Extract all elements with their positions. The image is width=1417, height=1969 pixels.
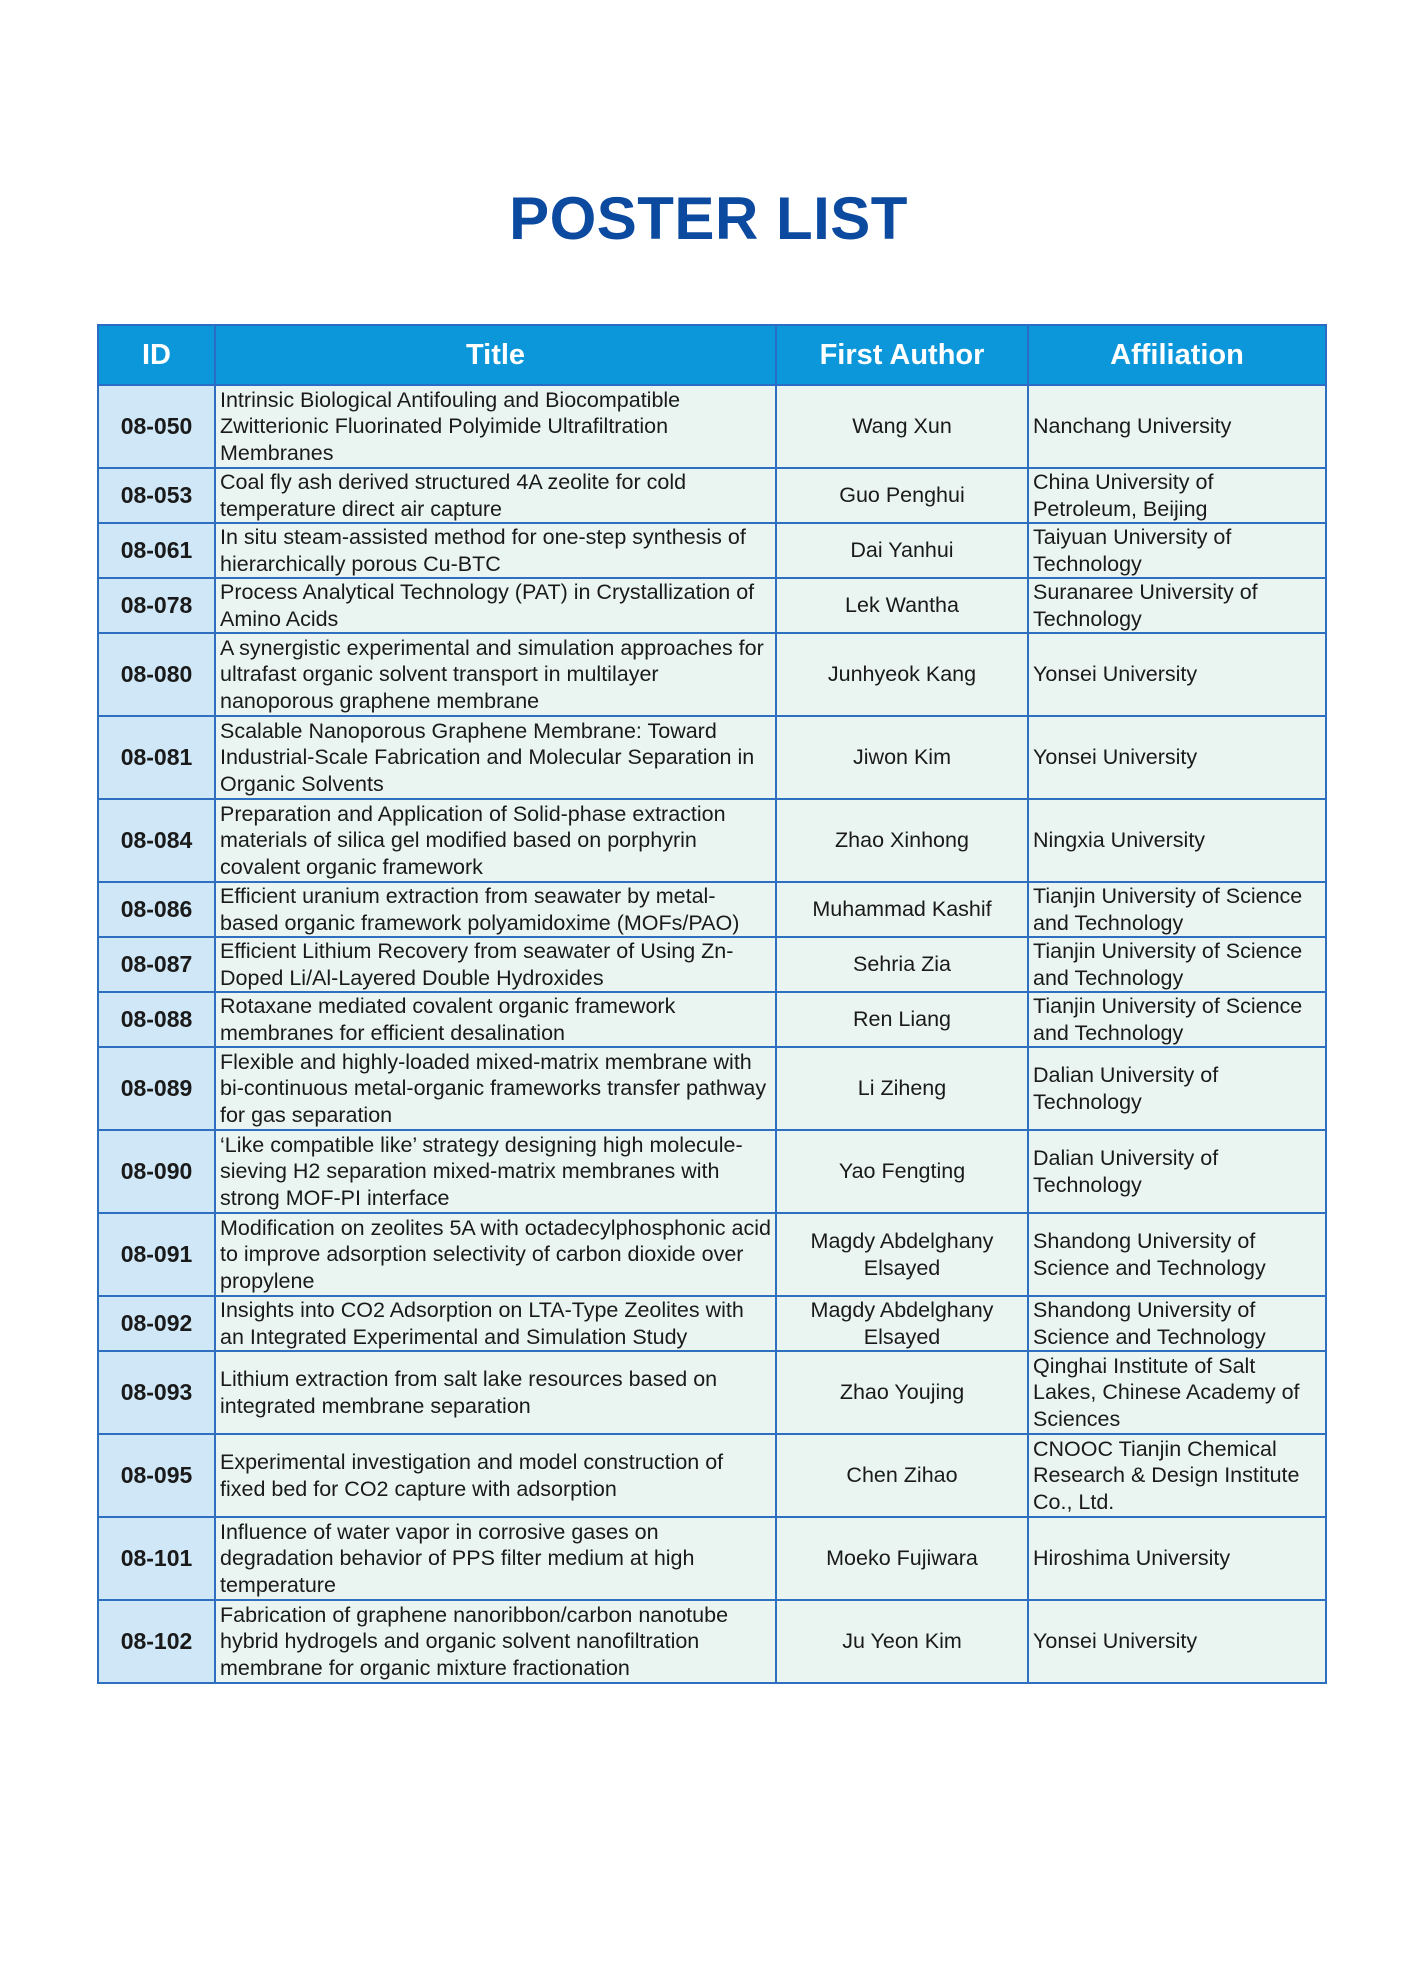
- poster-title: Coal fly ash derived structured 4A zeolite for cold temperature direct air capture: [215, 468, 776, 523]
- poster-title: Lithium extraction from salt lake resources based on integrated membrane separation: [215, 1351, 776, 1434]
- table-row: [98, 1047, 1326, 1130]
- poster-title: Scalable Nanoporous Graphene Membrane: Toward Industrial-Scale Fabrication and Molecular Separation in Organic Solvents: [215, 716, 776, 799]
- table-row: [98, 1296, 1326, 1351]
- first-author: Jiwon Kim: [776, 716, 1028, 799]
- poster-title: Intrinsic Biological Antifouling and Biocompatible Zwitterionic Fluorinated Polyimide Ultrafiltration Membranes: [215, 385, 776, 468]
- poster-id: 08-050: [98, 385, 215, 468]
- poster-title: Efficient uranium extraction from seawater by metal-based organic framework polyamidoxime (MOFs/PAO): [215, 882, 776, 937]
- affiliation: Dalian University of Technology: [1028, 1047, 1326, 1130]
- affiliation: Qinghai Institute of Salt Lakes, Chinese Academy of Sciences: [1028, 1351, 1326, 1434]
- poster-id: 08-102: [98, 1600, 215, 1683]
- table-row: [98, 937, 1326, 992]
- poster-id: 08-078: [98, 578, 215, 633]
- first-author: Li Ziheng: [776, 1047, 1028, 1130]
- first-author: Junhyeok Kang: [776, 633, 1028, 716]
- affiliation: Tianjin University of Science and Technology: [1028, 992, 1326, 1047]
- poster-title: ‘Like compatible like’ strategy designing high molecule-sieving H2 separation mixed-matrix membranes with strong MOF-PI interface: [215, 1130, 776, 1213]
- first-author: Ju Yeon Kim: [776, 1600, 1028, 1683]
- column-header-affiliation: Affiliation: [1028, 325, 1326, 385]
- table-row: [98, 523, 1326, 578]
- first-author: Magdy Abdelghany Elsayed: [776, 1213, 1028, 1296]
- poster-title: Experimental investigation and model construction of fixed bed for CO2 capture with adsorption: [215, 1434, 776, 1517]
- poster-title: Rotaxane mediated covalent organic framework membranes for efficient desalination: [215, 992, 776, 1047]
- affiliation: Tianjin University of Science and Technology: [1028, 937, 1326, 992]
- poster-title: Influence of water vapor in corrosive gases on degradation behavior of PPS filter medium at high temperature: [215, 1517, 776, 1600]
- poster-id: 08-061: [98, 523, 215, 578]
- affiliation: Ningxia University: [1028, 799, 1326, 882]
- table-row: [98, 1213, 1326, 1296]
- table-row: [98, 716, 1326, 799]
- table-row: [98, 1600, 1326, 1683]
- column-header-title: Title: [215, 325, 776, 385]
- table-row: [98, 633, 1326, 716]
- first-author: Magdy Abdelghany Elsayed: [776, 1296, 1028, 1351]
- first-author: Zhao Xinhong: [776, 799, 1028, 882]
- affiliation: Hiroshima University: [1028, 1517, 1326, 1600]
- table-row: [98, 578, 1326, 633]
- affiliation: Shandong University of Science and Technology: [1028, 1296, 1326, 1351]
- poster-id: 08-087: [98, 937, 215, 992]
- poster-id: 08-081: [98, 716, 215, 799]
- first-author: Yao Fengting: [776, 1130, 1028, 1213]
- column-header-id: ID: [98, 325, 215, 385]
- poster-id: 08-084: [98, 799, 215, 882]
- column-header-first-author: First Author: [776, 325, 1028, 385]
- first-author: Ren Liang: [776, 992, 1028, 1047]
- poster-title: In situ steam-assisted method for one-step synthesis of hierarchically porous Cu-BTC: [215, 523, 776, 578]
- poster-id: 08-095: [98, 1434, 215, 1517]
- page-title: POSTER LIST: [509, 185, 908, 252]
- poster-id: 08-089: [98, 1047, 215, 1130]
- affiliation: Taiyuan University of Technology: [1028, 523, 1326, 578]
- affiliation: Shandong University of Science and Technology: [1028, 1213, 1326, 1296]
- poster-title: Process Analytical Technology (PAT) in Crystallization of Amino Acids: [215, 578, 776, 633]
- affiliation: China University of Petroleum, Beijing: [1028, 468, 1326, 523]
- first-author: Muhammad Kashif: [776, 882, 1028, 937]
- table-row: [98, 992, 1326, 1047]
- poster-list-table: [97, 324, 1327, 1684]
- first-author: Chen Zihao: [776, 1434, 1028, 1517]
- table-row: [98, 1351, 1326, 1434]
- poster-title: Efficient Lithium Recovery from seawater of Using Zn-Doped Li/Al-Layered Double Hydroxides: [215, 937, 776, 992]
- table-row: [98, 385, 1326, 468]
- table-row: [98, 1434, 1326, 1517]
- first-author: Guo Penghui: [776, 468, 1028, 523]
- first-author: Sehria Zia: [776, 937, 1028, 992]
- first-author: Lek Wantha: [776, 578, 1028, 633]
- table-row: [98, 1130, 1326, 1213]
- poster-id: 08-088: [98, 992, 215, 1047]
- first-author: Moeko Fujiwara: [776, 1517, 1028, 1600]
- poster-title: Insights into CO2 Adsorption on LTA-Type Zeolites with an Integrated Experimental and Simulation Study: [215, 1296, 776, 1351]
- poster-id: 08-092: [98, 1296, 215, 1351]
- poster-id: 08-093: [98, 1351, 215, 1434]
- poster-title: Modification on zeolites 5A with octadecylphosphonic acid to improve adsorption selectivity of carbon dioxide over propylene: [215, 1213, 776, 1296]
- poster-id: 08-090: [98, 1130, 215, 1213]
- affiliation: Nanchang University: [1028, 385, 1326, 468]
- poster-id: 08-091: [98, 1213, 215, 1296]
- affiliation: Suranaree University of Technology: [1028, 578, 1326, 633]
- affiliation: Yonsei University: [1028, 716, 1326, 799]
- poster-id: 08-101: [98, 1517, 215, 1600]
- table-row: [98, 882, 1326, 937]
- table-header-row: [98, 325, 1326, 385]
- table-row: [98, 799, 1326, 882]
- first-author: Wang Xun: [776, 385, 1028, 468]
- poster-title: A synergistic experimental and simulation approaches for ultrafast organic solvent transport in multilayer nanoporous graphene membrane: [215, 633, 776, 716]
- poster-id: 08-086: [98, 882, 215, 937]
- first-author: Zhao Youjing: [776, 1351, 1028, 1434]
- affiliation: Yonsei University: [1028, 1600, 1326, 1683]
- table-row: [98, 468, 1326, 523]
- table-row: [98, 1517, 1326, 1600]
- affiliation: Yonsei University: [1028, 633, 1326, 716]
- poster-id: 08-080: [98, 633, 215, 716]
- poster-title: Preparation and Application of Solid-phase extraction materials of silica gel modified based on porphyrin covalent organic framework: [215, 799, 776, 882]
- affiliation: Tianjin University of Science and Technology: [1028, 882, 1326, 937]
- poster-title: Flexible and highly-loaded mixed-matrix membrane with bi-continuous metal-organic frameworks transfer pathway for gas separation: [215, 1047, 776, 1130]
- poster-id: 08-053: [98, 468, 215, 523]
- first-author: Dai Yanhui: [776, 523, 1028, 578]
- poster-title: Fabrication of graphene nanoribbon/carbon nanotube hybrid hydrogels and organic solvent nanofiltration membrane for organic mixture fractionation: [215, 1600, 776, 1683]
- affiliation: Dalian University of Technology: [1028, 1130, 1326, 1213]
- affiliation: CNOOC Tianjin Chemical Research & Design Institute Co., Ltd.: [1028, 1434, 1326, 1517]
